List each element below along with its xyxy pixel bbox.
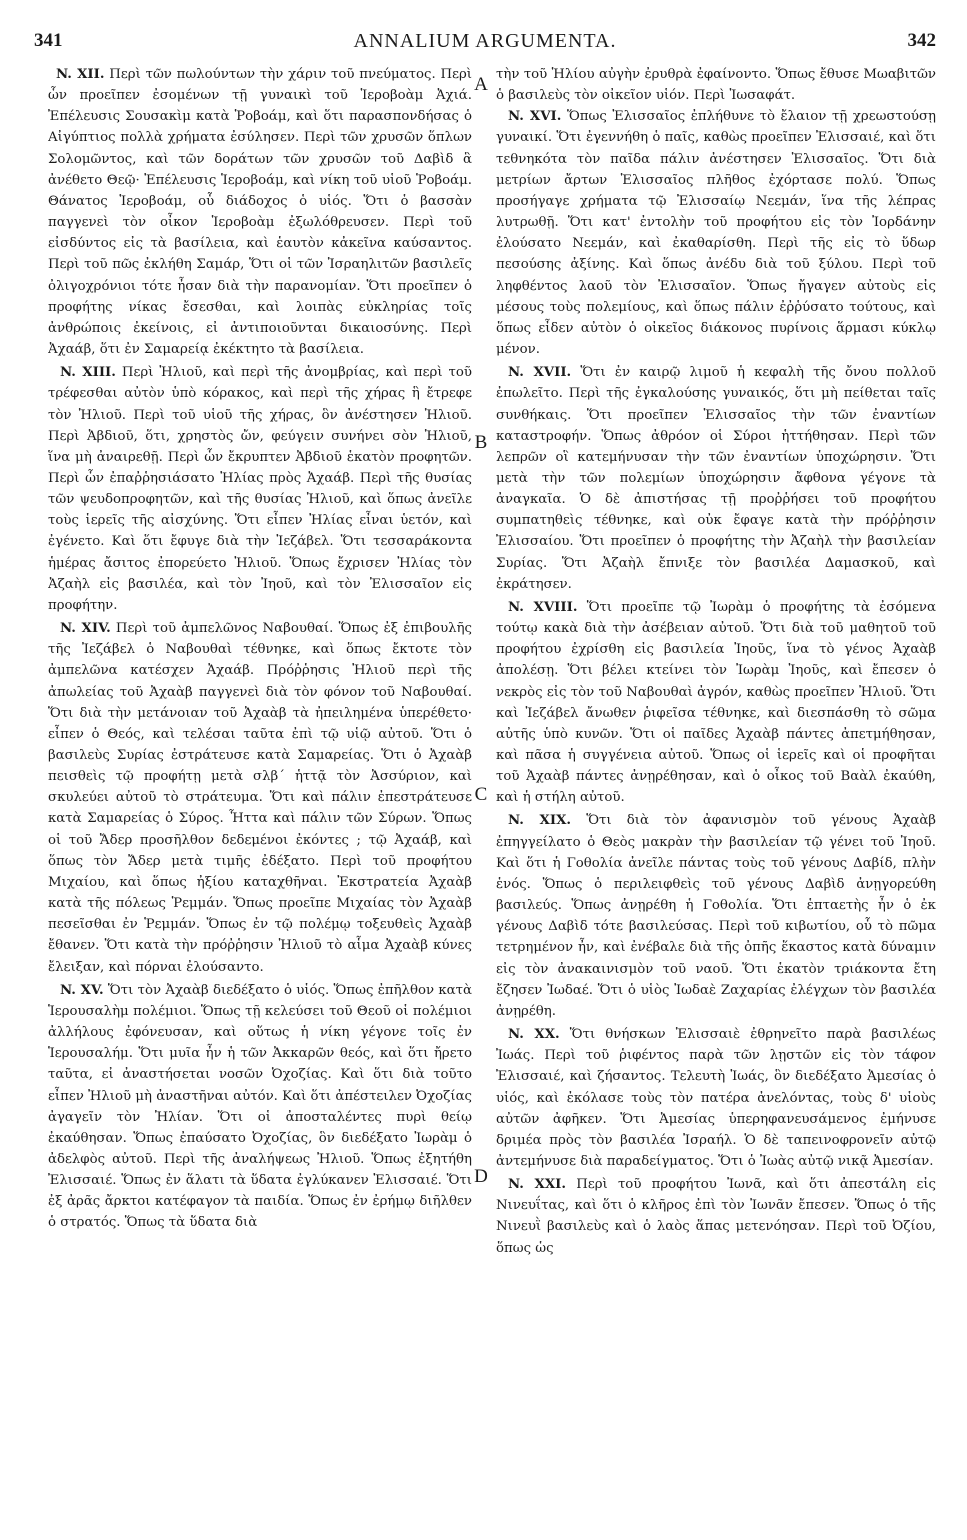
margin-marker-d: D [474,1166,488,1187]
section-text: Ὅτι ἐν καιρῷ λιμοῦ ἡ κεφαλὴ τῆς ὄνου πολλοῦ ἐπωλεῖτο. Περὶ τῆς ἐγκαλούσης γυναικός, ὅτι μὴ πείθεται ταῖς συνθήκαις. Ὅτι προεῖπεν Ἐλισσαῖος τὴν τῶν ἐναντίων καταστροφήν. Ὅπως ἀθρόον οἱ Σύροι ἡττήθησαν. Περὶ τῶν λεπρῶν οἳ κατεμήνυσαν τὴν τῶν ἐναντίων ὑποχώρησιν. Ὅτι μετὰ τὴν τῶν πολεμίων ὑποχώρησιν ἄφθονα γέγονε τὰ ἀναγκαῖα. Ὁ δὲ ἀπιστήσας τῇ προῤῥήσει τοῦ προφήτου συμπατηθεὶς τέθνηκε, καὶ οὐκ ἔφαγε κατὰ τὴν πρόῤῥησιν Ἐλισσαίου. Ὅτι προεῖπεν ὁ προφήτης τὴν Ἀζαὴλ τὴν βασιλείαν Συρίας. Ὅτι Ἀζαὴλ ἔπνιξε τὸν βασιλέα Δαμασκοῦ, καὶ ἐκράτησεν. [496,365,936,592]
left-column [48,64,472,1514]
section-17 [496,362,936,595]
margin-marker-b: B [474,432,488,453]
section-label: N. XIII. [60,365,116,381]
section-label: N. XVIII. [508,599,578,615]
running-title: ANNALIUM ARGUMENTA. [353,30,617,52]
section-16 [496,106,936,360]
section-12 [48,64,472,360]
section-20 [496,1024,936,1172]
page-header [34,30,936,56]
section-label: N. XVI. [508,109,562,125]
section-18 [496,597,936,809]
section-label: N. XXI. [508,1177,567,1193]
section-19 [496,810,936,1022]
section-label: N. XII. [56,67,105,82]
section-21 [496,1174,936,1259]
section-text: Ὅτι τὸν Ἀχαὰβ διεδέξατο ὁ υἱός. Ὅπως ἐπῆλθον κατὰ Ἱερουσαλὴμ πολέμιοι. Ὅπως τῇ κελεύσει τοῦ Θεοῦ οἱ πολέμιοι ἀλλήλους ἐφόνευσαν, καὶ οὕτως ἡ νίκη γέγονε τοῖς ἐν Ἱερουσαλήμ. Ὅτι μυῖα ἦν ἡ τῶν Ἀκκαρῶν θεός, καὶ ὅτι ἤρετο ταῦτα, εἰ ἀναστήσεται νοσῶν Ὀχοζίας. Καὶ ὅτι διὰ τοῦτο εἶπεν Ἠλιοῦ μὴ ἀναστῆναι αὐτόν. Καὶ ὅτι ἀπέστειλεν Ὀχοζίας ἀγαγεῖν τὸν Ἠλίαν. Ὅτι οἱ ἀποσταλέντες πυρὶ θείῳ ἐκαύθησαν. Ὅπως ἐπαύσατο Ὀχοζίας, ὃν διεδέξατο Ἰωρὰμ ὁ ἀδελφὸς αὐτοῦ. Περὶ τῆς ἀναλήψεως Ἠλιοῦ. Ὅπως ἐξητήθη Ἐλισσαιέ. Ὅπως ἐν ἅλατι τὰ ὕδατα ἐγλύκανεν Ἐλισσαιέ. Ὅτι ἐξ ἀρᾶς ἄρκτοι κατέφαγον τὰ παιδία. Ὅπως ἐν ἐρήμῳ διῆλθεν ὁ στρατός. Ὅπως τὰ ὕδατα διὰ [48,982,472,1231]
section-text: Περὶ τοῦ ἀμπελῶνος Ναβουθαί. Ὅπως ἐξ ἐπιβουλῆς τῆς Ἰεζάβελ ὁ Ναβουθαὶ τέθνηκε, καὶ ὅπως ἔκτοτε τὸν ἀμπελῶνα κατέσχεν Ἀχαάβ. Πρόῤῥησις Ἠλιοῦ περὶ τῆς ἀπωλείας τοῦ Ἀχαὰβ παγγενεὶ διὰ τὸν φόνον τοῦ Ναβουθαί. Ὅτι διὰ τὴν μετάνοιαν τοῦ Ἀχαὰβ τὰ ἠπειλημένα ὑπερέθετο· εἶπεν ὁ Θεός, καὶ τελέσαι ταῦτα ἐπὶ τῷ υἱῷ αὐτοῦ. Ὅτι ὁ βασιλεὺς Συρίας ἐστράτευσε κατὰ Σαμαρείας. Ὅτι ὁ Ἀχαὰβ πεισθεὶς τῷ προφήτῃ μετὰ σλβ´ ἡττᾷ τὸν Ἀσσύριον, καὶ σκυλεύει αὐτοῦ τὸ στράτευμα. Ὅτι καὶ πάλιν ἐπεστράτευσε κατὰ Σαμαρείας ὁ Σύρος. Ἧττα καὶ πάλιν τῶν Σύρων. Ὅπως οἱ τοῦ Ἄδερ προσῆλθον δεδεμένοι ἐκόντες ; τῷ Ἀχαάβ, καὶ ὅπως τὸν Ἄδερ μετὰ τιμῆς ἐδέξατο. Περὶ τοῦ προφήτου Μιχαίου, καὶ ὅπως ἠξίου καταχθῆναι. Ἐκστρατεία Ἀχαὰβ κατὰ τῆς πόλεως Ῥεμμάν. Ὅπως προεῖπε Μιχαίας τὸν Ἀχαὰβ πεσεῖσθαι ἐν Ῥεμμάν. Ὅπως ἐν τῷ πολέμῳ τοξευθεὶς Ἀχαὰβ ἔθανεν. Ὅτι κατὰ τὴν πρόῤῥησιν Ἠλιοῦ τὸ αἷμα Ἀχαὰβ κύνες ἔλειξαν, καὶ πόρναι ἐλούσαντο. [48,621,472,975]
section-text: Ὅτι θνήσκων Ἐλισσαιὲ ἐθρηνεῖτο παρὰ βασιλέως Ἰωάς. Περὶ τοῦ ῥιφέντος παρὰ τῶν λῃστῶν εἰς τὸν τάφον Ἐλισσαιέ, καὶ ζήσαντος. Τελευτὴ Ἰωάς, ὃν διεδέξατο Ἀμεσίας ὁ υἱός, καὶ ἐκόλασε τοὺς τὸν πατέρα ἀνελόντας, τοὺς δ' υἱοὺς αὐτῶν ἀφῆκεν. Ὅτι Ἀμεσίας ὑπερηφανευσάμενος ἐμήνυσε δριμέα πρὸς τὸν βασιλέα Ἰσραήλ. Ὁ δὲ ταπεινοφρονεῖν αὐτῷ ἀντεμήνυσε διὰ παραδείγματος. Ὅτι ὁ Ἰωὰς αὐτῷ νικᾷ Ἀμεσίαν. [496,1027,936,1169]
section-continuation [496,64,936,106]
margin-marker-c: C [474,784,488,805]
page-number-left: 341 [34,30,63,51]
page-number-right: 342 [907,30,936,51]
section-15 [48,980,472,1234]
section-label: N. XX. [508,1027,560,1043]
section-text: Ὅπως Ἐλισσαῖος ἐπλήθυνε τὸ ἔλαιον τῇ χρεωστούσῃ γυναικί. Ὅτι ἐγεννήθη ὁ παῖς, καθὼς προεῖπεν Ἐλισσαιέ, καὶ ὅτι τεθνηκότα τὸν παῖδα πάλιν ἀνέστησεν Ἐλισσαῖος. Ὅτι διὰ μετρίων ἄρτων Ἐλισσαῖος πλῆθος ἐχόρτασε πολύ. Ὅπως προσήγαγε χρήματα τῷ Ἐλισσαίῳ Νεεμάν, ἵνα τῆς λέπρας λυτρωθῇ. Ὅτι κατ' ἐντολὴν τοῦ προφήτου εἰς τὸν Ἰορδάνην ἐλούσατο Νεεμάν, καὶ ἐκαθαρίσθη. Περὶ τῆς εἰς τὸ ὕδωρ πεσούσης ἀξίνης. Καὶ ὅπως ἀνέδυ διὰ τοῦ ξύλου. Περὶ τοῦ ληφθέντος λαοῦ τὸν Ἐλισσαῖον. Ὅπως ἤγαγεν αὐτοὺς εἰς μέσους τοὺς πολεμίους, καὶ ὅπως πάλιν ἐῤῥύσατο τούτους, καὶ ὅπως εἶδεν αὐτὸν ὁ οἰκεῖος διάκονος πυρίνοις ἅρμασι κύκλῳ μένον. [496,109,936,358]
section-label: N. XIX. [508,813,572,829]
margin-marker-a: A [474,74,488,95]
section-text: Περὶ τῶν πωλούντων τὴν χάριν τοῦ πνεύματος. Περὶ ὧν προεῖπεν ἐσομένων τῇ γυναικὶ τοῦ Ἱεροβοὰμ Ἀχιά. Ἐπέλευσις Σουσακὶμ κατὰ Ῥοβοάμ, καὶ ὅτι παρασπονδήσας ὁ Αἰγύπτιος πολλὰ χρήματα ἐσύλησεν. Περὶ τῶν χρυσῶν ὅπλων Σολομῶντος, καὶ τῶν δοράτων τῶν χρυσῶν τοῦ Δαβὶδ ἃ ἀνέθετο Θεῷ· Ἐπέλευσις Ἱεροβοάμ, καὶ νίκη τοῦ υἱοῦ Ῥοβοάμ. Θάνατος Ἱεροβοάμ, οὗ διάδοχος ὁ υἱός. Ὅτι ὁ βασσὰν παγγενεὶ τὸν οἶκον Ἱεροβοὰμ ἐξωλόθρευσεν. Περὶ τοῦ εἰσδύντος εἰς τὰ βασίλεια, καὶ ἑαυτὸν κἀκεῖνα καύσαντος. Περὶ τοῦ πῶς ἐκλήθη Σαμάρ, Ὅτι οἱ τῶν Ἰσραηλιτῶν βασιλεῖς ὀλιγοχρόνιοι τότε ἦσαν διὰ τὴν παρανομίαν. Ὅτι προεῖπεν ὁ προφήτης νίκας ἔσεσθαι, καὶ λοιπὰς εὐκληρίας τοῖς ἀνθρώποις ἐκείνοις, εἰ ἀντιποιοῦνται δικαιοσύνης. Περὶ Ἀχαάβ, ὅτι ἐν Σαμαρείᾳ ἐκέκτητο τὰ βασίλεια. [48,67,472,358]
section-text: Ὅτι διὰ τὸν ἀφανισμὸν τοῦ γένους Ἀχαὰβ ἐπηγγείλατο ὁ Θεὸς μακρὰν τὴν βασιλείαν τῷ γένει τοῦ Ἰηοῦ. Καὶ ὅτι ἡ Γοθολία ἀνεῖλε πάντας τοὺς τοῦ γένους Δαβίδ, πλὴν ἑνός. Ὅπως ὁ περιλειφθεὶς τοῦ γένους Δαβὶδ ἀνῃγορεύθη βασιλεύς. Ὅπως ἀνῃρέθη ἡ Γοθολία. Ὅτι ἑπταετὴς ἦν ὁ ἐκ γένους Δαβὶδ τότε βασιλεύσας. Περὶ τοῦ κιβωτίου, οὗ τὸ πῶμα τετρημένον ἦν, καὶ ἐνέβαλε διὰ τῆς ὀπῆς ἕκαστος κατὰ δύναμιν εἰς τὸν ἀνακαινισμὸν τοῦ ναοῦ. Ὅτι ἑκατὸν τριάκοντα ἔτη ἔζησεν Ἰωδαέ. Ὅτι ὁ υἱὸς Ἰωδαὲ Ζαχαρίας ἐλέγχων τὸν βασιλέα ἀνῃρέθη. [496,813,936,1019]
section-text: Ὅτι προεῖπε τῷ Ἰωρὰμ ὁ προφήτης τὰ ἐσόμενα τούτῳ κακὰ διὰ τὴν ἀσέβειαν αὐτοῦ. Ὅτι διὰ τοῦ μαθητοῦ τοῦ προφήτου ἐχρίσθη εἰς βασιλεία Ἰηοῦς, ἵνα τὸ γένος Ἀχαὰβ ἀπολέσῃ. Ὅτι βέλει κτείνει τὸν Ἰωρὰμ Ἰηοῦς, καὶ ἔπεσεν ὁ νεκρὸς εἰς τὸν τοῦ Ναβουθαὶ ἀγρόν, καθὼς προεῖπεν Ἠλιοῦ. Ὅτι καὶ Ἰεζάβελ ἄνωθεν ῥιφεῖσα τέθνηκε, καὶ διεσπάσθη τὸ σῶμα αὐτῆς ὑπὸ κυνῶν. Ὅτι οἱ παῖδες Ἀχαὰβ πάντες ἀπετμήθησαν, καὶ πᾶσα ἡ συγγένεια αὐτοῦ. Ὅπως οἱ ἱερεῖς καὶ οἱ προφῆται τοῦ Ἀχαὰβ πάντες ἀνῃρέθησαν, καὶ ὁ οἶκος τοῦ Βαὰλ ἐκαύθη, καὶ ἡ στήλη αὐτοῦ. [496,599,936,806]
section-14 [48,618,472,978]
section-label: N. XVII. [508,365,572,381]
section-label: N. XIV. [60,621,111,637]
section-text: Περὶ τοῦ προφήτου Ἰωνᾶ, καὶ ὅτι ἀπεστάλη εἰς Νινευΐτας, καὶ ὅτι ὁ κλῆρος ἐπὶ τὸν Ἰωνᾶν ἔπεσεν. Ὅπως ὁ τῆς Νινευῒ βασιλεὺς καὶ ὁ λαὸς ἅπας μετενόησαν. Περὶ τοῦ Ὀζίου, ὅπως ὡς [496,1177,936,1256]
section-13 [48,362,472,616]
section-label: N. XV. [60,982,104,998]
section-text: Περὶ Ἠλιοῦ, καὶ περὶ τῆς ἀνομβρίας, καὶ περὶ τοῦ τρέφεσθαι αὐτὸν ὑπὸ κόρακος, καὶ περὶ τῆς χήρας ἣ ἔτρεφε τὸν Ἠλιοῦ. Περὶ τοῦ υἱοῦ τῆς χήρας, ὃν ἀνέστησεν Ἠλιοῦ. Περὶ Ἀβδιοῦ, ὅτι, χρηστὸς ὤν, φεύγειν συνήνει σὸν Ἠλιοῦ, ἵνα μὴ ἀναιρεθῇ. Περὶ ὧν ἔκρυπτεν Ἀβδιοῦ ἑκατὸν προφητῶν. Περὶ ὧν ἐπαῤῥησιάσατο Ἠλίας πρὸς Ἀχαάβ. Περὶ τῆς θυσίας τῶν ψευδοπροφητῶν, καὶ τῆς θυσίας Ἠλιοῦ, καὶ ὅπως ἀνεῖλε τοὺς ἱερεῖς τῆς αἰσχύνης. Ὅτι εἶπεν Ἠλίας εἶναι ὑετόν, καὶ ἐγένετο. Καὶ ὅτι ἔφυγε διὰ τὴν Ἰεζάβελ. Ὅτι τεσσαράκοντα ἡμέρας ἄσιτος ἐπορεύετο Ἠλιοῦ. Ὅπως ἔχρισεν Ἠλίας τὸν Ἀζαὴλ εἰς βασιλέα, καὶ τὸν Ἰηοῦ, καὶ τὸν Ἐλισσαῖον εἰς προφήτην. [48,365,472,613]
right-column [496,64,936,1514]
section-text: τὴν τοῦ Ἡλίου αὐγὴν ἐρυθρὰ ἐφαίνοντο. Ὅπως ἔθυσε Μωαβιτῶν ὁ βασιλεὺς τὸν οἰκεῖον υἱόν. Περὶ Ἰωσαφάτ. [496,67,936,104]
